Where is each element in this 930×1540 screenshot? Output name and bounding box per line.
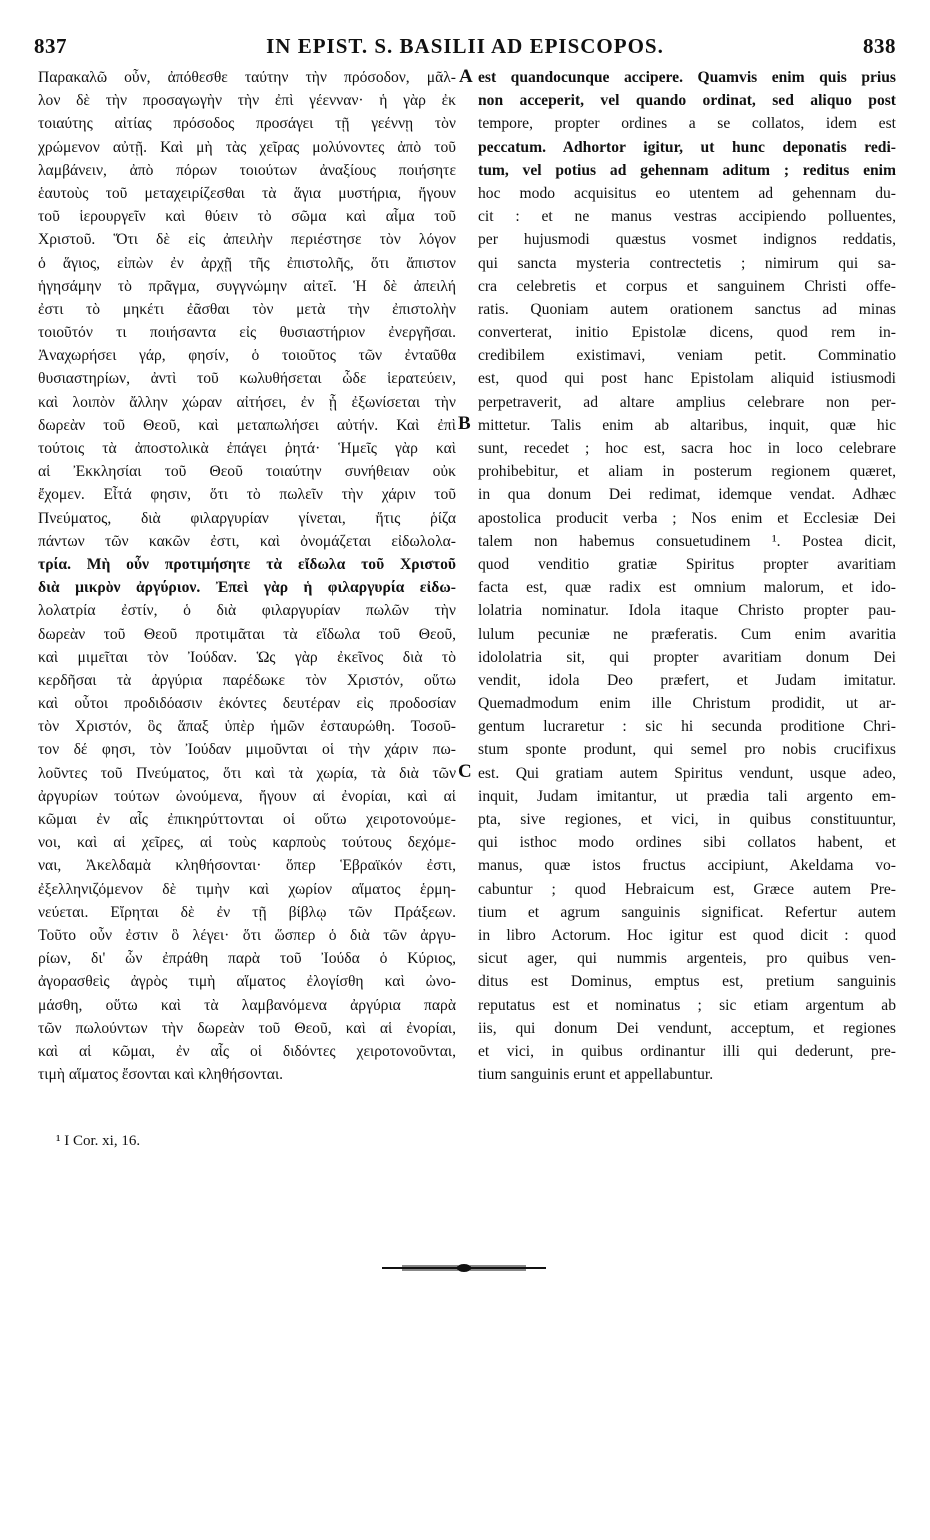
text-line: per hujusmodi quæstus vosmet indignos reddatis, bbox=[478, 231, 896, 249]
text-line: converterat, initio Epistolæ dicens, quod rem in- bbox=[478, 324, 896, 342]
page-number-right: 838 bbox=[863, 34, 896, 58]
text-line: stum sponte produnt, qui semel pro nobis crucifixus bbox=[478, 741, 896, 759]
text-line: δωρεὰν τοῦ Θεοῦ, καὶ μεταπωλήσει αὐτήν. Καὶ ἐπὶ bbox=[38, 416, 456, 434]
text-line: credibilem existimavi, veniam petit. Comminatio bbox=[478, 347, 896, 365]
text-line: et vici, in quibus ordinantur illi qui dederunt, pre- bbox=[478, 1042, 896, 1060]
text-line: talem non habemus consuetudinem ¹. Postea dicit, bbox=[478, 532, 896, 550]
text-line: prohibebitur, et aliam in posterum regionem quæret, bbox=[478, 463, 896, 481]
text-line: cabuntur ; quod Hebraicum est, Græce autem Pre- bbox=[478, 880, 896, 898]
text-line: pta, sive regiones, et vici, in quibus constituuntur, bbox=[478, 811, 896, 828]
text-line: λολατρία ἐστίν, ὁ διὰ φιλαργυρίαν πωλῶν τὴν bbox=[38, 602, 456, 620]
text-line: ρίων, δι' ὧν ἐπράθη παρὰ τοῦ Ἰούδα ὁ Κύριος, bbox=[38, 950, 456, 968]
text-line: ἀγορασθεὶς ἀγρὸς τιμὴ αἵματος ἐλογίσθη καὶ ὠνο- bbox=[38, 973, 456, 991]
text-line: δωρεὰν τοῦ Θεοῦ προτιμᾶται τὰ εἴδωλα τοῦ Θεοῦ, bbox=[38, 625, 456, 643]
margin-letter-b: B bbox=[458, 413, 471, 434]
footnote: ¹ I Cor. xi, 16. bbox=[56, 1133, 141, 1149]
text-line: τοιοῦτόν τι ποιήσαντα εἰς θυσιαστήριον ἐνεργῆσαι. bbox=[38, 324, 456, 342]
text-line: in libro Actorum. Hoc igitur est quod dicit : quod bbox=[478, 926, 896, 944]
text-line: λοῦντες τοῦ Πνεύματος, ὅτι καὶ τὰ χωρία, τὰ διὰ τῶν bbox=[38, 764, 456, 782]
text-line: sicut ager, qui nummis argenteis, pro quibus ven- bbox=[478, 950, 896, 968]
text-line: est. Qui gratiam autem Spiritus vendunt, usque adeo, bbox=[478, 764, 896, 782]
text-line: ἐξελληνιζόμενον δὲ τιμὴν καὶ χωρίον αἵματος ἑρμη- bbox=[38, 880, 456, 898]
text-line: idololatria sit, qui propter avaritiam donum Dei bbox=[478, 648, 896, 666]
text-line: quod venditio gratiæ Spiritus propter avaritiam bbox=[478, 555, 896, 573]
text-line: gentum lucraretur : sic hi secunda proditione Chri- bbox=[478, 718, 896, 736]
text-line: reputatus est et nominatus ; sic etiam argentum ab bbox=[478, 996, 896, 1014]
text-line: τὸν Χριστόν, ὃς ἅπαξ ὑπὲρ ἡμῶν ἐσταυρώθη. Τοσοῦ- bbox=[38, 718, 456, 736]
text-line: facta est, quæ radix est omnium malorum, et ido- bbox=[478, 579, 896, 597]
text-line: peccatum. Adhortor igitur, ut hunc deponatis redi- bbox=[478, 138, 896, 156]
text-line: Χριστοῦ. Ὅτι δὲ εἰς ἀπειλὴν περιέστησε τὸν λόγον bbox=[38, 231, 456, 249]
text-line: tium sanguinis erunt et appellabuntur. bbox=[478, 1066, 714, 1084]
text-line: θυσιαστηρίων, ἀντὶ τοῦ κωλυθήσεται ὧδε ἱερατεύειν, bbox=[38, 370, 456, 388]
text-line: νεύεται. Εἴρηται δὲ ἐν τῇ βίβλῳ τῶν Πράξεων. bbox=[38, 903, 456, 921]
text-line: qui sancta mysteria contrectetis ; nimirum qui sa- bbox=[478, 254, 896, 272]
text-line: τον δέ φησι, τὸν Ἰούδαν μιμοῦνται οἱ τὴν χάριν πω- bbox=[38, 741, 456, 759]
text-line: hoc modo acquisitus eo utentem ad gehennam du- bbox=[478, 184, 896, 202]
text-line: manus, quæ istos fructus accipiunt, Akeldama vo- bbox=[478, 857, 896, 875]
text-line: cit : et ne manus vestras accipiendo polluentes, bbox=[478, 208, 896, 226]
text-line: vendit, idola Deo præfert, et Judam imitatur. bbox=[478, 671, 896, 689]
text-line: μάσθη, οὕτω καὶ τὰ λαμβανόμενα ἀργύρια παρὰ bbox=[38, 996, 456, 1014]
text-line: τρία. Μὴ οὖν προτιμήσητε τὰ εἴδωλα τοῦ Χριστοῦ bbox=[38, 555, 456, 573]
text-line: qui isthoc modo ordines sibi collatos habent, et bbox=[478, 834, 896, 852]
latin-column bbox=[478, 66, 896, 1086]
text-line: καὶ αἱ κῶμαι, ἐν αἷς οἱ διδόντες χειροτονοῦνται, bbox=[38, 1042, 456, 1060]
text-line: est, quod qui post hanc Epistolam aliquid istiusmodi bbox=[478, 370, 896, 388]
text-line: tum, vel potius ad gehennam aditum ; reditus enim bbox=[478, 161, 896, 179]
margin-letter-c: C bbox=[458, 761, 472, 782]
text-line: in qua donum Dei redimat, idemque vendat. Adhæc bbox=[478, 486, 896, 504]
text-line: λον δὲ τὴν προσαγωγὴν τὴν ἐπὶ γέενναν· ἡ γὰρ ἐκ bbox=[38, 92, 456, 110]
running-title: IN EPIST. S. BASILII AD EPISCOPOS. bbox=[266, 34, 664, 58]
text-line: cra celebretis et corpus et sanguinem Christi offe- bbox=[478, 277, 896, 295]
text-line: ratis. Quoniam autem orationem sanctus ad minas bbox=[478, 300, 896, 318]
text-line: apostolica producit verba ; Nos enim et Ecclesiæ Dei bbox=[478, 509, 896, 527]
text-line: τοιαύτης αἰτίας πρόσοδος προσάγει τῇ γεέννῃ τὸν bbox=[38, 115, 456, 133]
text-line: Πνεύματος, διὰ φιλαργυρίαν γίνεται, ἥτις ῥίζα bbox=[38, 509, 456, 527]
text-line: ἐστι τὸ μηκέτι ἐᾶσθαι τὸν μετὰ τὴν ἐπιστολὴν bbox=[38, 300, 456, 318]
text-line: Ἀναχωρήσει γάρ, φησίν, ὁ τοιοῦτος τῶν ἐνταῦθα bbox=[38, 347, 456, 365]
text-line: lulum pecuniæ ne præferatis. Cum enim avaritia bbox=[478, 625, 896, 643]
text-line: iis, qui donum Dei vendunt, acceptum, et regiones bbox=[478, 1019, 896, 1037]
text-line: sunt, recedet ; hoc est, sacra hoc in loco celebrare bbox=[478, 440, 896, 457]
text-line: Παρακαλῶ οὖν, ἀπόθεσθε ταύτην τὴν πρόσοδον, μᾶλ- bbox=[38, 69, 456, 86]
text-line: καὶ λοιπὸν ἄλλην χώραν αἰτήσει, ἐν ᾗ ἐξωνίσεται τὴν bbox=[38, 393, 456, 411]
text-line: κερδῆσαι τὰ ἀργύρια παρέδωκε τὸν Χριστόν, οὕτω bbox=[38, 671, 456, 689]
text-line: τῶν πωλούντων τὴν δωρεὰν τοῦ Θεοῦ, καὶ αἱ ἐνορίαι, bbox=[38, 1019, 456, 1037]
text-line: ditus est Dominus, emptus est, pretium sanguinis bbox=[478, 973, 896, 991]
ornament-divider bbox=[382, 1262, 546, 1274]
text-line: καὶ μιμεῖται τὸν Ἰούδαν. Ὡς γὰρ ἐκεῖνος διὰ τὸ bbox=[38, 648, 456, 666]
text-line: λαμβάνειν, ἀπὸ πόρων τοιούτων ἀναξίους ποιήσητε bbox=[38, 161, 456, 179]
text-line: lolatria nominatur. Idola itaque Christo propter pau- bbox=[478, 602, 896, 620]
text-line: τιμὴ αἵματος ἔσονται καὶ κληθήσονται. bbox=[38, 1066, 284, 1084]
text-line: πάντων τῶν κακῶν ἐστι, καὶ ὀνομάζεται εἰδωλολα- bbox=[38, 532, 456, 550]
margin-letter-a: A bbox=[459, 66, 473, 87]
text-line: ναι, Ἀκελδαμὰ κληθήσονται· ὅπερ Ἑβραϊκόν ἐστι, bbox=[38, 857, 456, 875]
page-number-left: 837 bbox=[34, 34, 67, 58]
text-line: διὰ μικρὸν ἀργύριον. Ἐπεὶ γὰρ ἡ φιλαργυρία εἰδω- bbox=[38, 579, 456, 597]
text-line: tempore, propter ordines a se collatos, idem est bbox=[478, 115, 896, 133]
greek-column bbox=[38, 66, 456, 1086]
text-line: Quemadmodum enim ille Christum prodidit, ut ar- bbox=[478, 695, 896, 713]
text-line: non acceperit, vel quando ordinat, sed aliquo post bbox=[478, 92, 896, 110]
text-line: ὁ ἅγιος, εἰπὼν ἐν ἀρχῇ τῆς ἐπιστολῆς, ὅτι ἄπιστον bbox=[38, 254, 456, 272]
text-line: perpetraverit, ad altare amplius celebrare non per- bbox=[478, 393, 896, 411]
text-line: τούτοις τὰ ἀποστολικὰ ἐπάγει ῥητά· Ἡμεῖς γὰρ καὶ bbox=[38, 440, 456, 457]
text-line: τοῦ ἱερουργεῖν καὶ θύειν τὸ σῶμα καὶ αἷμα τοῦ bbox=[38, 208, 456, 226]
text-line: ἡγησάμην τὸ πρᾶγμα, συγγνώμην αἰτεῖ. Ἡ δὲ ἀπειλή bbox=[38, 277, 456, 295]
text-line: ἔχομεν. Εἶτά φησιν, ὅτι τὸ πωλεῖν τὴν χάριν τοῦ bbox=[38, 486, 456, 504]
text-line: ἀργυρίων τούτων ὠνούμενα, ἤγουν αἱ ἐνορίαι, καὶ αἱ bbox=[38, 787, 456, 805]
text-line: κῶμαι ἐν αἷς ἐπικηρύττονται οἱ οὕτω χειροτονούμε- bbox=[38, 811, 456, 828]
text-line: mittetur. Talis enim ab altaribus, inquit, quæ hic bbox=[478, 416, 896, 434]
text-line: Τοῦτο οὖν ἐστιν ὃ λέγει· ὅτι ὥσπερ ὁ διὰ τῶν ἀργυ- bbox=[38, 926, 456, 944]
text-line: χρώμενον αὐτῇ. Καὶ μὴ τὰς χεῖρας μολύνοντες ἀπὸ τοῦ bbox=[38, 138, 456, 156]
text-line: tium et agrum sanguinis significat. Refertur autem bbox=[478, 903, 896, 921]
text-line: inquit, Judam imitantur, ut prædia tali argento em- bbox=[478, 787, 896, 805]
text-line: est quandocunque accipere. Quamvis enim quis prius bbox=[478, 69, 896, 86]
text-line: καὶ οὗτοι προδιδόασιν ἑκόντες δευτέραν εἰς προδοσίαν bbox=[38, 695, 456, 713]
text-line: αἱ Ἐκκλησίαι τοῦ Θεοῦ τοιαύτην συνήθειαν οὐκ bbox=[38, 463, 456, 481]
text-line: νοι, καὶ αἱ χεῖρες, αἱ τοὺς καρποὺς τούτους δεχόμε- bbox=[38, 834, 456, 852]
text-line: ἑαυτοὺς τοῦ μεταχειρίζεσθαι τὰ ἅγια μυστήρια, ἤγουν bbox=[38, 184, 456, 202]
